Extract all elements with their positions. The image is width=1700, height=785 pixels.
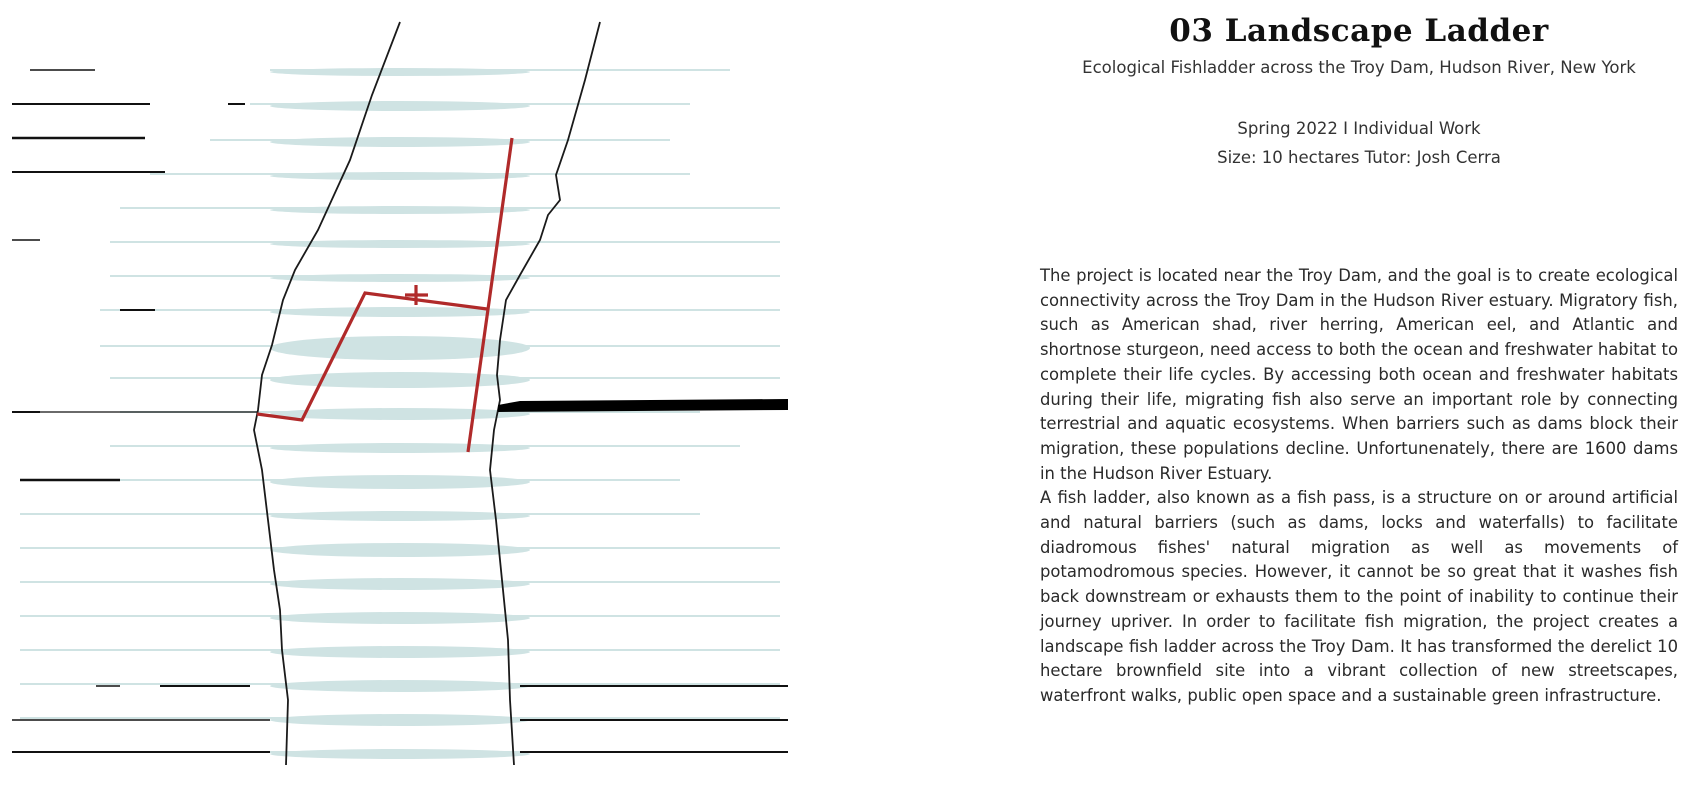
description-paragraph-1: The project is located near the Troy Dam, and the goal is to create ecological connectivity across the Troy Dam in the Hudson River estuary. Migratory fish, such as American shad, river herring, American eel, and Atlantic and shortnose sturgeon, need access to both the ocean and freshwater habitat to complete their life cycles. By accessing both ocean and freshwater habitats during their life, migrating fish also serve an important role by connecting terrestrial and aquatic ecosystems. When barriers such as dams block their migration, these populations decline. Unfortunenately, there are 1600 dams in the Hudson River Estuary. [1040, 266, 1678, 483]
water-band-lens [270, 680, 530, 692]
water-band-lens [270, 307, 530, 317]
project-size-tutor: Size: 10 hectares Tutor: Josh Cerra [1217, 147, 1501, 167]
water-band-lens [270, 68, 530, 76]
water-band-lens [270, 172, 530, 180]
description-paragraph-2: A fish ladder, also known as a fish pass, is a structure on or around artificial and natural barriers (such as dams, locks and waterfalls) to facilitate diadromous fishes' natural migration as well as movements of potamodromous species. However, it cannot be so great that it washes fish back downstream or exhausts them to the point of inability to continue their journey upriver. In order to facilitate fish migration, the project creates a landscape fish ladder across the Troy Dam. It has transformed the derelict 10 hectare brownfield site into a vibrant collection of new streetscapes, waterfront walks, public open space and a sustainable green infrastructure. [1040, 488, 1678, 705]
water-band-lens [270, 749, 530, 759]
water-band-lens [270, 408, 530, 420]
water-band-lens [270, 646, 530, 658]
project-header [1040, 14, 1678, 167]
water-band-lens [270, 336, 530, 360]
water-band-lens [270, 511, 530, 521]
project-subtitle: Ecological Fishladder across the Troy Dam, Hudson River, New York [1082, 57, 1636, 77]
water-band-lens [270, 543, 530, 557]
project-term: Spring 2022 I Individual Work [1237, 118, 1481, 138]
water-band-lens [270, 206, 530, 214]
water-band-lens [270, 372, 530, 388]
site-section-diagram [0, 0, 790, 785]
water-band-lens [270, 578, 530, 590]
water-band-lens [270, 612, 530, 624]
fish-ladder-route [257, 138, 512, 452]
water-band-lens [270, 137, 530, 147]
project-title: 03 Landscape Ladder [1169, 13, 1549, 49]
dam-structure-right [498, 399, 788, 412]
water-band-lens [270, 101, 530, 111]
project-description [1040, 264, 1678, 709]
water-band-lens [270, 714, 530, 726]
